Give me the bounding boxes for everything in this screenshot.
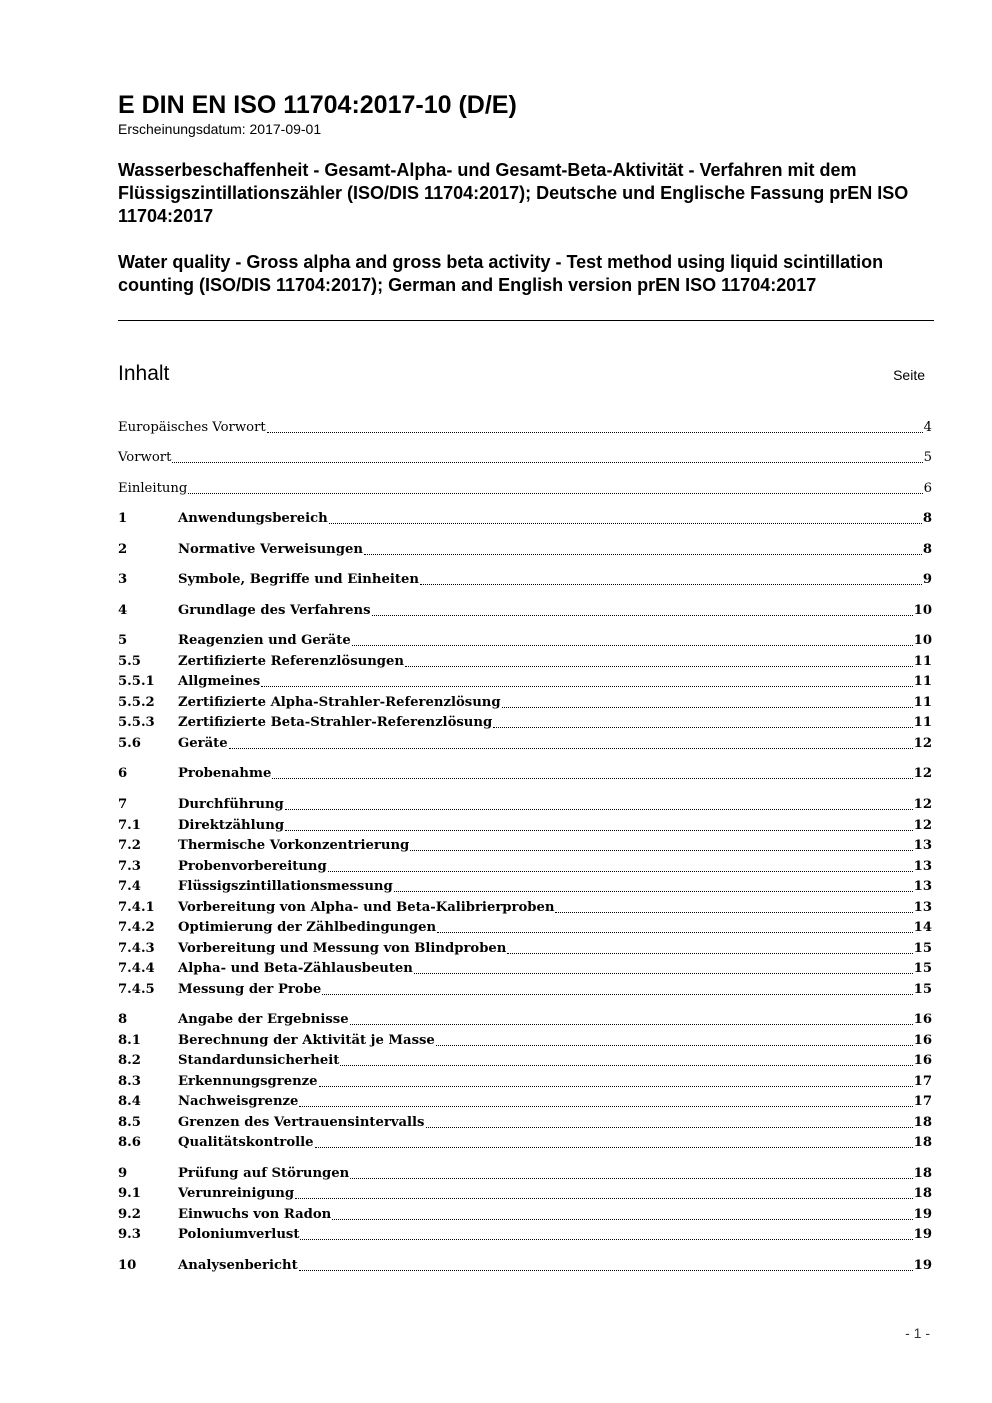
toc-entry-label: Reagenzien und Geräte bbox=[178, 633, 351, 648]
toc-dot-leader bbox=[364, 553, 922, 555]
toc-entry-page: 16 bbox=[913, 1012, 932, 1027]
toc-entry[interactable] bbox=[118, 764, 932, 783]
toc-entry-page: 16 bbox=[913, 1033, 932, 1048]
toc-entry[interactable] bbox=[118, 1184, 932, 1203]
toc-dot-leader bbox=[299, 1105, 912, 1107]
toc-entry-page: 13 bbox=[913, 879, 932, 894]
toc-entry-number: 10 bbox=[118, 1258, 137, 1273]
toc-entry-page: 12 bbox=[913, 818, 932, 833]
toc-page-column-header: Seite bbox=[893, 367, 925, 383]
toc-dot-leader bbox=[405, 665, 913, 667]
toc-entry-page: 16 bbox=[913, 1053, 932, 1068]
toc-entry-label: Vorbereitung und Messung von Blindproben bbox=[178, 941, 507, 956]
toc-entry[interactable] bbox=[118, 713, 932, 732]
toc-entry-page: 15 bbox=[913, 982, 932, 997]
toc-entry-page: 12 bbox=[913, 736, 932, 751]
toc-entry-label: Berechnung der Aktivität je Masse bbox=[178, 1033, 435, 1048]
toc-entry[interactable] bbox=[118, 509, 932, 528]
toc-entry-page: 10 bbox=[913, 603, 932, 618]
toc-entry[interactable] bbox=[118, 631, 932, 650]
toc-entry-number: 7.4 bbox=[118, 879, 141, 894]
toc-entry-page: 19 bbox=[913, 1258, 932, 1273]
toc-entry[interactable] bbox=[118, 570, 932, 589]
toc-entry-label: Grenzen des Vertrauensintervalls bbox=[178, 1115, 425, 1130]
toc-dot-leader bbox=[436, 1044, 913, 1046]
toc-entry-number: 8.2 bbox=[118, 1053, 141, 1068]
toc-entry[interactable] bbox=[118, 980, 932, 999]
toc-dot-leader bbox=[340, 1064, 912, 1066]
toc-entry-label: Angabe der Ergebnisse bbox=[178, 1012, 349, 1027]
toc-entry-label: Qualitätskontrolle bbox=[178, 1135, 314, 1150]
toc-entry-label: Symbole, Begriffe und Einheiten bbox=[178, 572, 419, 587]
toc-entry-page: 9 bbox=[922, 572, 932, 587]
toc-entry[interactable] bbox=[118, 1164, 932, 1183]
toc-entry-number: 9.2 bbox=[118, 1207, 141, 1222]
toc-entry-page: 14 bbox=[913, 920, 932, 935]
toc-entry-page: 15 bbox=[913, 961, 932, 976]
toc-entry-page: 13 bbox=[913, 859, 932, 874]
toc-entry-label: Allgmeines bbox=[178, 674, 261, 689]
toc-dot-leader bbox=[420, 583, 922, 585]
toc-dot-leader bbox=[414, 972, 913, 974]
toc-entry-page: 12 bbox=[913, 766, 932, 781]
header-divider bbox=[118, 320, 934, 321]
toc-entry-label: Direktzählung bbox=[178, 818, 285, 833]
toc-entry-number: 2 bbox=[118, 542, 128, 557]
toc-dot-leader bbox=[502, 706, 913, 708]
toc-entry-label: Durchführung bbox=[178, 797, 284, 812]
toc-entry[interactable] bbox=[118, 816, 932, 835]
toc-entry[interactable] bbox=[118, 1113, 932, 1132]
toc-entry-number: 8.6 bbox=[118, 1135, 141, 1150]
toc-entry-label: Probenvorbereitung bbox=[178, 859, 327, 874]
toc-entry-page: 13 bbox=[913, 900, 932, 915]
toc-entry-number: 5.5.1 bbox=[118, 674, 155, 689]
toc-entry-page: 5 bbox=[923, 450, 932, 465]
toc-entry-page: 18 bbox=[913, 1186, 932, 1201]
toc-entry-label: Erkennungsgrenze bbox=[178, 1074, 318, 1089]
toc-dot-leader bbox=[394, 890, 913, 892]
toc-entry[interactable] bbox=[118, 540, 932, 559]
toc-entry-number: 8.3 bbox=[118, 1074, 141, 1089]
toc-dot-leader bbox=[426, 1126, 913, 1128]
toc-entry-label: Thermische Vorkonzentrierung bbox=[178, 838, 410, 853]
toc-entry-label: Zertifizierte Referenzlösungen bbox=[178, 654, 404, 669]
toc-entry-page: 15 bbox=[913, 941, 932, 956]
toc-dot-leader bbox=[285, 829, 913, 831]
toc-entry-number: 5.5.3 bbox=[118, 715, 155, 730]
toc-entry-number: 7.4.1 bbox=[118, 900, 155, 915]
toc-dot-leader bbox=[372, 614, 913, 616]
toc-entry-label: Zertifizierte Beta-Strahler-Referenzlösung bbox=[178, 715, 493, 730]
toc-entry-number: 5.5 bbox=[118, 654, 141, 669]
toc-entry-page: 4 bbox=[923, 420, 932, 435]
toc-dot-leader bbox=[285, 808, 913, 810]
toc-dot-leader bbox=[332, 1218, 912, 1220]
toc-entry-number: 9.1 bbox=[118, 1186, 141, 1201]
toc-entry-number: 8.4 bbox=[118, 1094, 141, 1109]
toc-entry[interactable] bbox=[118, 836, 932, 855]
toc-dot-leader bbox=[272, 777, 912, 779]
toc-entry-number: 7.2 bbox=[118, 838, 141, 853]
toc-entry[interactable] bbox=[118, 877, 932, 896]
toc-dot-leader bbox=[322, 993, 912, 995]
toc-entry-label: Prüfung auf Störungen bbox=[178, 1166, 350, 1181]
toc-entry-label: Einleitung bbox=[118, 481, 188, 496]
toc-entry-page: 8 bbox=[922, 511, 932, 526]
toc-entry-number: 5.5.2 bbox=[118, 695, 155, 710]
toc-dot-leader bbox=[493, 726, 912, 728]
toc-entry-page: 11 bbox=[913, 715, 932, 730]
toc-entry[interactable] bbox=[118, 693, 932, 712]
toc-dot-leader bbox=[319, 1085, 913, 1087]
toc-dot-leader bbox=[300, 1238, 912, 1240]
toc-entry-label: Anwendungsbereich bbox=[178, 511, 328, 526]
toc-entry-page: 18 bbox=[913, 1166, 932, 1181]
toc-entry-page: 13 bbox=[913, 838, 932, 853]
toc-entry-label: Probenahme bbox=[178, 766, 272, 781]
toc-entry-page: 19 bbox=[913, 1207, 932, 1222]
toc-entry[interactable] bbox=[118, 1205, 932, 1224]
toc-entry-number: 3 bbox=[118, 572, 128, 587]
toc-entry[interactable] bbox=[118, 601, 932, 620]
toc-entry[interactable] bbox=[118, 652, 932, 671]
document-id: E DIN EN ISO 11704:2017-10 (D/E) bbox=[118, 91, 517, 119]
publication-date: Erscheinungsdatum: 2017-09-01 bbox=[118, 121, 322, 137]
toc-entry[interactable] bbox=[118, 1256, 932, 1275]
toc-entry-label: Poloniumverlust bbox=[178, 1227, 300, 1242]
toc-entry[interactable] bbox=[118, 1092, 932, 1111]
title-english: Water quality - Gross alpha and gross beta activity - Test method using liquid scintillation counting (ISO/DIS 11704:2017); German and English version prEN ISO 11704:2017 bbox=[118, 252, 884, 295]
toc-entry-label: Vorwort bbox=[118, 450, 172, 465]
toc-dot-leader bbox=[315, 1146, 913, 1148]
toc-entry-number: 8.1 bbox=[118, 1033, 141, 1048]
toc-entry-label: Analysenbericht bbox=[178, 1258, 298, 1273]
footer-page-number: - 1 - bbox=[905, 1325, 930, 1341]
toc-entry-label: Zertifizierte Alpha-Strahler-Referenzlösung bbox=[178, 695, 501, 710]
toc-entry-label: Normative Verweisungen bbox=[178, 542, 363, 557]
toc-entry-page: 18 bbox=[913, 1115, 932, 1130]
toc-entry[interactable] bbox=[118, 1051, 932, 1070]
toc-entry-number: 7.4.5 bbox=[118, 982, 155, 997]
toc-entry-label: Vorbereitung von Alpha- und Beta-Kalibrierproben bbox=[178, 900, 555, 915]
toc-entry-label: Europäisches Vorwort bbox=[118, 420, 266, 435]
toc-dot-leader bbox=[267, 431, 923, 433]
toc-entry[interactable] bbox=[118, 1010, 932, 1029]
toc-entry-number: 5 bbox=[118, 633, 128, 648]
toc-dot-leader bbox=[352, 644, 913, 646]
toc-entry[interactable] bbox=[118, 795, 932, 814]
toc-entry-page: 17 bbox=[913, 1094, 932, 1109]
toc-entry-page: 8 bbox=[922, 542, 932, 557]
toc-entry-number: 6 bbox=[118, 766, 128, 781]
toc-entry[interactable] bbox=[118, 918, 932, 937]
toc-entry[interactable] bbox=[118, 448, 932, 467]
toc-entry-number: 5.6 bbox=[118, 736, 141, 751]
toc-dot-leader bbox=[328, 870, 913, 872]
toc-entry-label: Einwuchs von Radon bbox=[178, 1207, 332, 1222]
toc-entry[interactable] bbox=[118, 1031, 932, 1050]
toc-entry-page: 11 bbox=[913, 674, 932, 689]
toc-entry-label: Standardunsicherheit bbox=[178, 1053, 340, 1068]
toc-entry[interactable] bbox=[118, 418, 932, 437]
toc-entry-label: Messung der Probe bbox=[178, 982, 322, 997]
toc-entry[interactable] bbox=[118, 1072, 932, 1091]
toc-dot-leader bbox=[188, 492, 922, 494]
toc-entry-label: Verunreinigung bbox=[178, 1186, 295, 1201]
toc-entry-label: Optimierung der Zählbedingungen bbox=[178, 920, 437, 935]
toc-entry-number: 7.4.4 bbox=[118, 961, 155, 976]
toc-dot-leader bbox=[350, 1177, 912, 1179]
toc-dot-leader bbox=[555, 911, 912, 913]
toc-entry-page: 11 bbox=[913, 654, 932, 669]
toc-entry[interactable] bbox=[118, 1225, 932, 1244]
toc-entry-number: 7.4.3 bbox=[118, 941, 155, 956]
toc-entry-page: 17 bbox=[913, 1074, 932, 1089]
toc-title: Inhalt bbox=[118, 362, 170, 385]
toc-entry-page: 18 bbox=[913, 1135, 932, 1150]
toc-entry-page: 11 bbox=[913, 695, 932, 710]
toc-entry[interactable] bbox=[118, 672, 932, 691]
toc-dot-leader bbox=[295, 1197, 913, 1199]
toc-entry[interactable] bbox=[118, 959, 932, 978]
toc-entry-page: 12 bbox=[913, 797, 932, 812]
toc-entry-page: 19 bbox=[913, 1227, 932, 1242]
title-german: Wasserbeschaffenheit - Gesamt-Alpha- und Gesamt-Beta-Aktivität - Verfahren mit dem Flüssigszintillationszähler (ISO/DIS 11704:2017); Deutsche und Englische Fassung prEN ISO 11704:2017 bbox=[118, 160, 909, 226]
toc-dot-leader bbox=[507, 952, 912, 954]
toc-dot-leader bbox=[350, 1023, 913, 1025]
toc-dot-leader bbox=[229, 747, 913, 749]
toc-entry[interactable] bbox=[118, 734, 932, 753]
toc-entry-label: Grundlage des Verfahrens bbox=[178, 603, 371, 618]
toc-entry-label: Nachweisgrenze bbox=[178, 1094, 299, 1109]
toc-dot-leader bbox=[329, 522, 922, 524]
toc-entry-number: 8 bbox=[118, 1012, 128, 1027]
toc-entry-label: Geräte bbox=[178, 736, 228, 751]
toc-entry[interactable] bbox=[118, 857, 932, 876]
toc-dot-leader bbox=[437, 931, 913, 933]
toc-entry-label: Flüssigszintillationsmessung bbox=[178, 879, 393, 894]
toc-dot-leader bbox=[410, 849, 912, 851]
toc-entry[interactable] bbox=[118, 939, 932, 958]
toc-entry-number: 7.3 bbox=[118, 859, 141, 874]
toc-entry-number: 1 bbox=[118, 511, 128, 526]
toc-entry[interactable] bbox=[118, 898, 932, 917]
toc-entry-number: 7.4.2 bbox=[118, 920, 155, 935]
toc-entry-page: 6 bbox=[923, 481, 932, 496]
toc-entry-number: 9 bbox=[118, 1166, 128, 1181]
toc-entry-label: Alpha- und Beta-Zählausbeuten bbox=[178, 961, 413, 976]
toc-dot-leader bbox=[299, 1269, 913, 1271]
toc-dot-leader bbox=[261, 685, 912, 687]
toc-entry-page: 10 bbox=[913, 633, 932, 648]
document-page bbox=[118, 0, 932, 1403]
toc-entry[interactable] bbox=[118, 479, 932, 498]
toc-entry-number: 4 bbox=[118, 603, 128, 618]
toc-entry-number: 7 bbox=[118, 797, 128, 812]
toc-dot-leader bbox=[172, 461, 922, 463]
toc-entry-number: 8.5 bbox=[118, 1115, 141, 1130]
toc-entry[interactable] bbox=[118, 1133, 932, 1152]
toc-entry-number: 7.1 bbox=[118, 818, 141, 833]
toc-entry-number: 9.3 bbox=[118, 1227, 141, 1242]
